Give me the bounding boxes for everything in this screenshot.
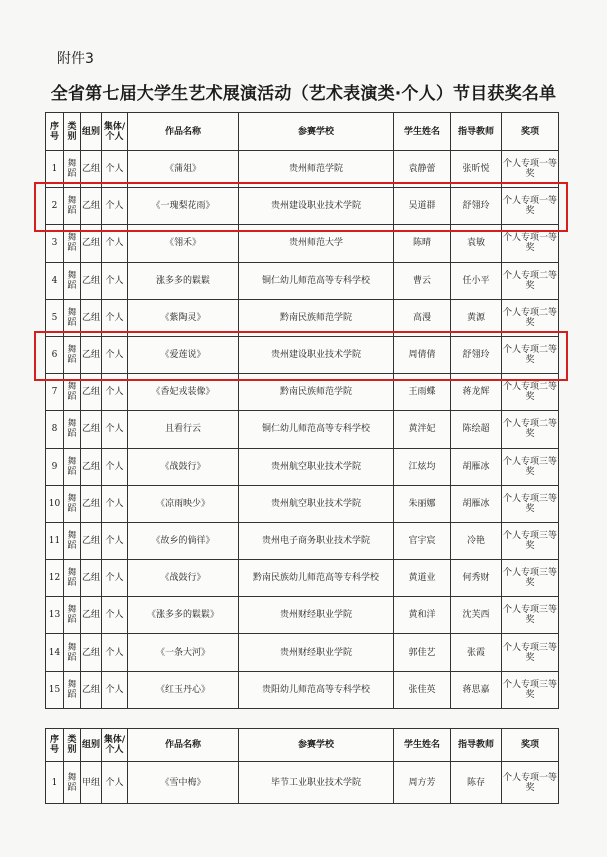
cell-participation-type: 个人 — [102, 336, 128, 373]
cell-category: 舞蹈 — [64, 485, 81, 522]
cell-category: 舞蹈 — [64, 522, 81, 559]
cell-award: 个人专项一等奖 — [502, 225, 559, 262]
cell-participation-type: 个人 — [102, 597, 128, 634]
cell-instructor: 张昕悦 — [451, 151, 502, 188]
cell-award: 个人专项三等奖 — [502, 522, 559, 559]
cell-award: 个人专项二等奖 — [502, 411, 559, 448]
cell-student-name: 张佳英 — [394, 671, 451, 708]
cell-category: 舞蹈 — [64, 634, 81, 671]
cell-participation-type: 个人 — [102, 225, 128, 262]
table-row — [46, 522, 559, 559]
cell-group: 乙组 — [81, 262, 102, 299]
cell-school: 黔南民族师范学院 — [239, 299, 394, 336]
cell-school: 铜仁幼儿师范高等专科学校 — [239, 262, 394, 299]
cell-instructor: 张霞 — [451, 634, 502, 671]
cell-participation-type: 个人 — [102, 485, 128, 522]
cell-school: 贵州航空职业技术学院 — [239, 485, 394, 522]
table-row — [46, 411, 559, 448]
cell-school: 贵州建设职业技术学院 — [239, 336, 394, 373]
header-category: 类别 — [64, 113, 81, 151]
cell-row-number: 3 — [46, 225, 64, 262]
cell-award: 个人专项二等奖 — [502, 262, 559, 299]
highlight-box-row-6 — [34, 331, 568, 381]
cell-award: 个人专项三等奖 — [502, 634, 559, 671]
cell-participation-type: 个人 — [102, 762, 128, 804]
cell-award: 个人专项三等奖 — [502, 560, 559, 597]
cell-work-title: 《战鼓行》 — [128, 560, 239, 597]
cell-award: 个人专项三等奖 — [502, 671, 559, 708]
cell-award: 个人专项二等奖 — [502, 299, 559, 336]
header-award: 奖项 — [502, 729, 559, 762]
cell-school: 贵州师范大学 — [239, 225, 394, 262]
cell-category: 舞蹈 — [64, 225, 81, 262]
cell-work-title: 《涨多多的鬏鬏》 — [128, 597, 239, 634]
cell-group: 乙组 — [81, 634, 102, 671]
cell-group: 乙组 — [81, 225, 102, 262]
cell-award: 个人专项三等奖 — [502, 485, 559, 522]
cell-participation-type: 个人 — [102, 448, 128, 485]
table-row — [46, 762, 559, 804]
cell-group: 乙组 — [81, 411, 102, 448]
cell-work-title: 《战鼓行》 — [128, 448, 239, 485]
cell-instructor: 陈存 — [451, 762, 502, 804]
cell-award: 个人专项一等奖 — [502, 188, 559, 225]
cell-group: 乙组 — [81, 671, 102, 708]
cell-work-title: 《一瑰梨花雨》 — [128, 188, 239, 225]
cell-category: 舞蹈 — [64, 448, 81, 485]
table-row — [46, 448, 559, 485]
cell-category: 舞蹈 — [64, 762, 81, 804]
cell-instructor: 舒翎玲 — [451, 336, 502, 373]
cell-school: 黔南民族幼儿师范高等专科学校 — [239, 560, 394, 597]
cell-row-number: 7 — [46, 374, 64, 411]
cell-school: 贵州财经职业学院 — [239, 634, 394, 671]
cell-participation-type: 个人 — [102, 188, 128, 225]
header-type: 集体/个人 — [102, 729, 128, 762]
table-header-row — [46, 113, 559, 151]
cell-category: 舞蹈 — [64, 671, 81, 708]
cell-row-number: 11 — [46, 522, 64, 559]
cell-group: 乙组 — [81, 560, 102, 597]
header-instructor: 指导教师 — [451, 729, 502, 762]
cell-school: 贵州电子商务职业技术学院 — [239, 522, 394, 559]
cell-instructor: 冷艳 — [451, 522, 502, 559]
cell-student-name: 江炫均 — [394, 448, 451, 485]
cell-instructor: 舒翎玲 — [451, 188, 502, 225]
cell-school: 贵阳幼儿师范高等专科学校 — [239, 671, 394, 708]
table-row — [46, 597, 559, 634]
cell-row-number: 2 — [46, 188, 64, 225]
cell-row-number: 5 — [46, 299, 64, 336]
cell-work-title: 《故乡的倘徉》 — [128, 522, 239, 559]
cell-award: 个人专项三等奖 — [502, 597, 559, 634]
cell-student-name: 周倩倩 — [394, 336, 451, 373]
cell-work-title: 《紫陶灵》 — [128, 299, 239, 336]
table-row — [46, 671, 559, 708]
header-category: 类别 — [64, 729, 81, 762]
header-school: 参赛学校 — [239, 729, 394, 762]
cell-instructor: 蒋思嘉 — [451, 671, 502, 708]
cell-student-name: 曹云 — [394, 262, 451, 299]
award-table-secondary — [45, 728, 559, 804]
cell-participation-type: 个人 — [102, 560, 128, 597]
cell-work-title: 《一条大河》 — [128, 634, 239, 671]
cell-work-title: 《蒲俎》 — [128, 151, 239, 188]
cell-award: 个人专项一等奖 — [502, 762, 559, 804]
cell-instructor: 蒋龙辉 — [451, 374, 502, 411]
cell-participation-type: 个人 — [102, 522, 128, 559]
cell-student-name: 黄道业 — [394, 560, 451, 597]
cell-group: 乙组 — [81, 485, 102, 522]
cell-student-name: 王雨蝶 — [394, 374, 451, 411]
cell-school: 贵州建设职业技术学院 — [239, 188, 394, 225]
cell-group: 甲组 — [81, 762, 102, 804]
cell-category: 舞蹈 — [64, 151, 81, 188]
cell-school: 贵州师范学院 — [239, 151, 394, 188]
cell-instructor: 胡雁冰 — [451, 448, 502, 485]
cell-award: 个人专项二等奖 — [502, 374, 559, 411]
cell-category: 舞蹈 — [64, 560, 81, 597]
cell-school: 黔南民族师范学院 — [239, 374, 394, 411]
cell-row-number: 6 — [46, 336, 64, 373]
cell-student-name: 周方芳 — [394, 762, 451, 804]
cell-student-name: 高漫 — [394, 299, 451, 336]
table-row — [46, 634, 559, 671]
cell-award: 个人专项二等奖 — [502, 336, 559, 373]
table-header-row — [46, 729, 559, 762]
cell-school: 毕节工业职业技术学院 — [239, 762, 394, 804]
cell-group: 乙组 — [81, 597, 102, 634]
cell-student-name: 黄和洋 — [394, 597, 451, 634]
cell-participation-type: 个人 — [102, 151, 128, 188]
header-award: 奖项 — [502, 113, 559, 151]
cell-school: 贵州财经职业学院 — [239, 597, 394, 634]
cell-category: 舞蹈 — [64, 299, 81, 336]
cell-instructor: 陈绘超 — [451, 411, 502, 448]
page-title: 全省第七届大学生艺术展演活动（艺术表演类·个人）节目获奖名单 — [50, 84, 557, 104]
cell-group: 乙组 — [81, 188, 102, 225]
table-row — [46, 262, 559, 299]
cell-group: 乙组 — [81, 374, 102, 411]
cell-category: 舞蹈 — [64, 374, 81, 411]
cell-participation-type: 个人 — [102, 262, 128, 299]
cell-student-name: 黄泮妃 — [394, 411, 451, 448]
cell-work-title: 涨多多的鬏鬏 — [128, 262, 239, 299]
header-number: 序号 — [46, 113, 64, 151]
cell-award: 个人专项三等奖 — [502, 448, 559, 485]
cell-instructor: 沈芙西 — [451, 597, 502, 634]
cell-work-title: 《爱莲说》 — [128, 336, 239, 373]
cell-student-name: 朱丽娜 — [394, 485, 451, 522]
cell-participation-type: 个人 — [102, 634, 128, 671]
cell-participation-type: 个人 — [102, 299, 128, 336]
cell-instructor: 袁敏 — [451, 225, 502, 262]
cell-student-name: 郭佳艺 — [394, 634, 451, 671]
header-student: 学生姓名 — [394, 729, 451, 762]
cell-category: 舞蹈 — [64, 262, 81, 299]
cell-instructor: 胡雁冰 — [451, 485, 502, 522]
header-type: 集体/个人 — [102, 113, 128, 151]
cell-participation-type: 个人 — [102, 374, 128, 411]
cell-student-name: 袁静蕾 — [394, 151, 451, 188]
cell-work-title: 《雪中梅》 — [128, 762, 239, 804]
cell-category: 舞蹈 — [64, 188, 81, 225]
table-row — [46, 560, 559, 597]
cell-row-number: 15 — [46, 671, 64, 708]
cell-school: 铜仁幼儿师范高等专科学校 — [239, 411, 394, 448]
cell-group: 乙组 — [81, 336, 102, 373]
header-group: 组别 — [81, 113, 102, 151]
cell-work-title: 《香妃戎装像》 — [128, 374, 239, 411]
cell-group: 乙组 — [81, 299, 102, 336]
cell-category: 舞蹈 — [64, 411, 81, 448]
cell-row-number: 8 — [46, 411, 64, 448]
header-student: 学生姓名 — [394, 113, 451, 151]
cell-category: 舞蹈 — [64, 597, 81, 634]
header-number: 序号 — [46, 729, 64, 762]
cell-row-number: 12 — [46, 560, 64, 597]
cell-work-title: 且看行云 — [128, 411, 239, 448]
cell-group: 乙组 — [81, 151, 102, 188]
cell-row-number: 9 — [46, 448, 64, 485]
table-row — [46, 485, 559, 522]
cell-row-number: 13 — [46, 597, 64, 634]
cell-work-title: 《翎禾》 — [128, 225, 239, 262]
cell-participation-type: 个人 — [102, 411, 128, 448]
cell-school: 贵州航空职业技术学院 — [239, 448, 394, 485]
cell-group: 乙组 — [81, 522, 102, 559]
attachment-label: 附件3 — [57, 51, 94, 67]
cell-student-name: 陈晴 — [394, 225, 451, 262]
highlight-box-row-2 — [34, 182, 568, 232]
header-work: 作品名称 — [128, 113, 239, 151]
cell-participation-type: 个人 — [102, 671, 128, 708]
header-instructor: 指导教师 — [451, 113, 502, 151]
cell-work-title: 《红玉丹心》 — [128, 671, 239, 708]
cell-group: 乙组 — [81, 448, 102, 485]
cell-instructor: 任小平 — [451, 262, 502, 299]
cell-row-number: 4 — [46, 262, 64, 299]
cell-row-number: 14 — [46, 634, 64, 671]
cell-instructor: 黄源 — [451, 299, 502, 336]
header-school: 参赛学校 — [239, 113, 394, 151]
cell-student-name: 官宇宸 — [394, 522, 451, 559]
cell-student-name: 吴道群 — [394, 188, 451, 225]
cell-row-number: 10 — [46, 485, 64, 522]
header-work: 作品名称 — [128, 729, 239, 762]
cell-row-number: 1 — [46, 151, 64, 188]
cell-award: 个人专项一等奖 — [502, 151, 559, 188]
cell-instructor: 何秀财 — [451, 560, 502, 597]
cell-row-number: 1 — [46, 762, 64, 804]
cell-work-title: 《凉雨映少》 — [128, 485, 239, 522]
cell-category: 舞蹈 — [64, 336, 81, 373]
header-group: 组别 — [81, 729, 102, 762]
